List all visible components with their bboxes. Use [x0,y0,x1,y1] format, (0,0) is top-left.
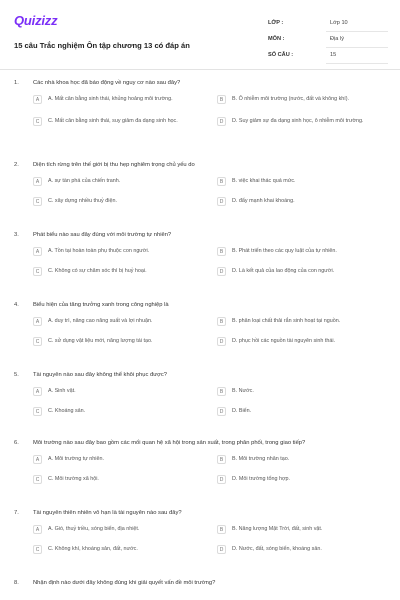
page-title: 15 câu Trắc nghiệm Ôn tập chương 13 có đáp án [14,41,190,50]
option-letter-badge: B [217,317,226,326]
option-text: D. Nước, đất, sóng biển, khoáng sản. [232,546,322,552]
option-text: C. Không có sự chăm sóc thì bị huỷ hoại. [48,268,147,274]
answer-option-c[interactable] [33,473,207,487]
option-letter-badge: C [33,545,42,554]
option-text: B. Nước. [232,388,254,394]
question-number: 2. [14,162,19,168]
answer-option-b[interactable] [217,175,391,189]
option-letter-badge: B [217,525,226,534]
option-letter-badge: C [33,197,42,206]
option-text: D. Biển. [232,408,252,414]
answer-option-b[interactable] [217,245,391,259]
option-letter-badge: D [217,407,226,416]
answer-option-d[interactable] [217,115,391,136]
option-text: C. sử dụng vật liệu mới, năng lượng tái tạo. [48,338,153,344]
option-text: B. việc khai thác quá mức. [232,178,296,184]
answer-option-a[interactable] [33,523,207,537]
question-text: Phát biểu nào sau đây đúng với môi trường tự nhiên? [33,232,172,238]
answer-option-c[interactable] [33,405,207,419]
answer-option-b[interactable] [217,453,391,467]
question-text: Nhận định nào dưới đây không đúng khi giải quyết vấn đề môi trường? [33,580,216,586]
question-text: Các nhà khoa học đã báo động về nguy cơ nào sau đây? [33,80,181,86]
option-text: D. đẩy mạnh khai khoáng. [232,198,295,204]
option-text: C. Mất cân bằng sinh thái, suy giảm đa dạng sinh học. [48,118,178,124]
answer-option-a[interactable] [33,453,207,467]
meta-row-class [268,16,388,32]
answer-option-c[interactable] [33,335,207,349]
answer-option-d[interactable] [217,543,391,557]
meta-row-count [268,48,388,64]
question-number: 8. [14,580,19,586]
question-text: Biểu hiện của tăng trưởng xanh trong công nghiệp là [33,302,169,308]
question-number: 6. [14,440,19,446]
header-divider [0,69,400,70]
option-letter-badge: A [33,317,42,326]
meta-label: LỚP : [268,20,284,26]
option-text: A. sự tàn phá của chiến tranh. [48,178,121,184]
meta-value: Lớp 10 [330,20,348,26]
option-letter-badge: A [33,387,42,396]
option-letter-badge: C [33,407,42,416]
answer-option-c[interactable] [33,195,207,209]
option-text: D. Là kết quả của lao động của con người. [232,268,335,274]
option-letter-badge: B [217,455,226,464]
option-text: B. Năng lượng Mặt Trời, đất, sinh vật. [232,526,323,532]
question-number: 1. [14,80,19,86]
question-text: Tài nguyên nào sau đây không thể khôi phục được? [33,372,168,378]
answer-option-b[interactable] [217,523,391,537]
option-letter-badge: C [33,475,42,484]
option-text: A. Tồn tại hoàn toàn phụ thuộc con người. [48,248,150,254]
option-text: A. Mất cân bằng sinh thái, khủng hoảng môi trường. [48,96,173,102]
answer-option-d[interactable] [217,405,391,419]
answer-option-d[interactable] [217,335,391,349]
option-letter-badge: B [217,387,226,396]
option-letter-badge: A [33,455,42,464]
option-text: C. Không khí, khoáng sản, đất, nước. [48,546,138,552]
question-text: Diện tích rừng trên thế giới bị thu hẹp nghiêm trọng chủ yếu do [33,162,195,168]
option-text: C. xây dựng nhiều thuỷ điện. [48,198,117,204]
option-text: C. Khoáng sản. [48,408,86,414]
option-text: C. Môi trường xã hội. [48,476,99,482]
question-number: 4. [14,302,19,308]
question-number: 3. [14,232,19,238]
option-text: A. Gió, thuỷ triều, sóng biển, địa nhiệt. [48,526,140,532]
meta-label: SỐ CÂU : [268,52,294,58]
option-letter-badge: D [217,117,226,126]
option-letter-badge: D [217,267,226,276]
option-letter-badge: A [33,247,42,256]
option-letter-badge: B [217,247,226,256]
option-letter-badge: B [217,177,226,186]
option-letter-badge: D [217,197,226,206]
meta-label: MÔN : [268,36,285,42]
option-text: B. Môi trường nhân tạo. [232,456,290,462]
answer-option-c[interactable] [33,265,207,279]
answer-option-b[interactable] [217,93,391,114]
option-letter-badge: B [217,95,226,104]
meta-table [268,16,388,64]
answer-option-b[interactable] [217,385,391,399]
option-letter-badge: D [217,337,226,346]
answer-option-c[interactable] [33,543,207,557]
quizizz-logo: Quizizz [14,13,58,28]
answer-option-b[interactable] [217,315,391,329]
answer-option-d[interactable] [217,265,391,279]
answer-option-a[interactable] [33,385,207,399]
answer-option-a[interactable] [33,315,207,329]
answer-option-d[interactable] [217,473,391,487]
option-text: D. Suy giảm sự đa dạng sinh học, ô nhiễm môi trường. [232,118,364,124]
option-letter-badge: C [33,117,42,126]
answer-option-a[interactable] [33,175,207,189]
option-letter-badge: C [33,337,42,346]
option-letter-badge: A [33,95,42,104]
question-text: Môi trường nào sau đây bao gồm các mối quan hệ xã hội trong sản xuất, trong phân phối, trong giao tiếp? [33,440,306,446]
worksheet-header [14,10,388,62]
option-letter-badge: D [217,475,226,484]
meta-value: 15 [330,52,337,58]
question-number: 7. [14,510,19,516]
option-text: B. Ô nhiễm môi trường (nước, đất và không khí). [232,96,350,102]
meta-row-subject [268,32,388,48]
meta-value: Địa lý [330,36,344,42]
option-text: D. Môi trường tổng hợp. [232,476,291,482]
option-letter-badge: A [33,525,42,534]
option-text: A. Sinh vật. [48,388,76,394]
option-text: D. phục hồi các nguồn tài nguyên sinh thái. [232,338,336,344]
question-number: 5. [14,372,19,378]
option-text: B. Phát triển theo các quy luật của tự nhiên. [232,248,337,254]
option-text: B. phân loại chất thải rắn sinh hoạt tại nguồn. [232,318,341,324]
answer-option-a[interactable] [33,93,207,114]
option-text: A. Môi trường tự nhiên. [48,456,104,462]
answer-option-a[interactable] [33,245,207,259]
option-letter-badge: D [217,545,226,554]
option-letter-badge: C [33,267,42,276]
question-text: Tài nguyên thiên nhiên vô hạn là tài nguyên nào sau đây? [33,510,182,516]
option-letter-badge: A [33,177,42,186]
option-text: A. duy trì, nâng cao năng suất và lợi nhuận. [48,318,153,324]
answer-option-d[interactable] [217,195,391,209]
answer-option-c[interactable] [33,115,207,136]
